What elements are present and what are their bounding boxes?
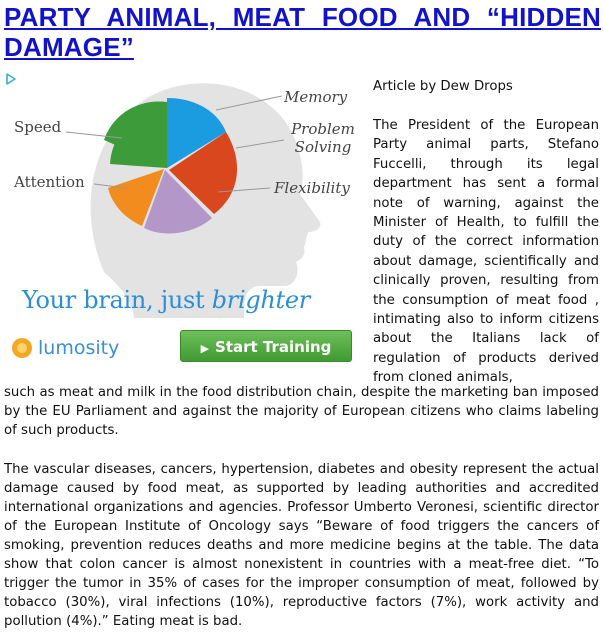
lumosity-ad[interactable] [4,72,360,380]
play-triangle-icon: ▶ [200,342,210,355]
ad-choices-icon[interactable] [4,72,18,86]
label-attention: Attention [14,173,85,191]
start-training-label: Start Training [215,338,332,356]
slogan-prefix: Your brain, just [22,286,212,314]
article-paragraph-2: The vascular diseases, cancers, hypertension, diabetes and obesity represent the actual damage caused by food meat, as supported by leading authorities and accredited international organizations and agencies. Professor Umberto Veronesi, scientific director of the European Institute of Oncology says “Beware of food triggers the cancers of smoking, prevention reduces deaths and more medicine begins at the table. The data show that colon cancer is almost nonexistent in countries with a meat-free diet. “To trigger the tumor in 35% of cases for the improper consumption of meat, followed by tobacco (30%), viral infections (10%), reproductive factors (7%), work activity and pollution (4%).” Eating meat is bad. [4,462,599,629]
label-problem-solving [288,120,358,156]
article-intro-continued: such as meat and milk in the food distribution chain, despite the marketing ban imposed by the EU Parliament and against the majority of European citizens who claims labeling of such products. [4,385,599,438]
lumosity-brand-text: lumosity [38,337,120,359]
slogan-emphasis: brighter [211,286,310,314]
lumosity-logo[interactable] [12,335,119,361]
start-training-button[interactable] [180,330,352,362]
article-intro: The President of the European Party animal parts, Stefano Fuccelli, through its legal department has sent a formal note of warning, against the Minister of Health, to fulfill the duty of the correct information about damage, scientifically and clinically proven, resulting from the consumption of meat food , intimating also to inform citizens about the Italians lack of regulation of products derived from cloned animals, [373,118,599,386]
ad-slogan [22,286,362,314]
label-flexibility: Flexibility [274,179,350,197]
article-byline: Article by Dew Drops [373,79,513,94]
label-problem-line2: Solving [294,138,352,156]
label-memory: Memory [284,88,348,106]
label-problem-line1: Problem [291,120,355,138]
label-speed: Speed [14,118,62,136]
article-title[interactable]: PARTY ANIMAL, MEAT FOOD AND “HIDDEN DAMAGE” [4,2,601,62]
lumosity-logo-icon [12,338,32,358]
